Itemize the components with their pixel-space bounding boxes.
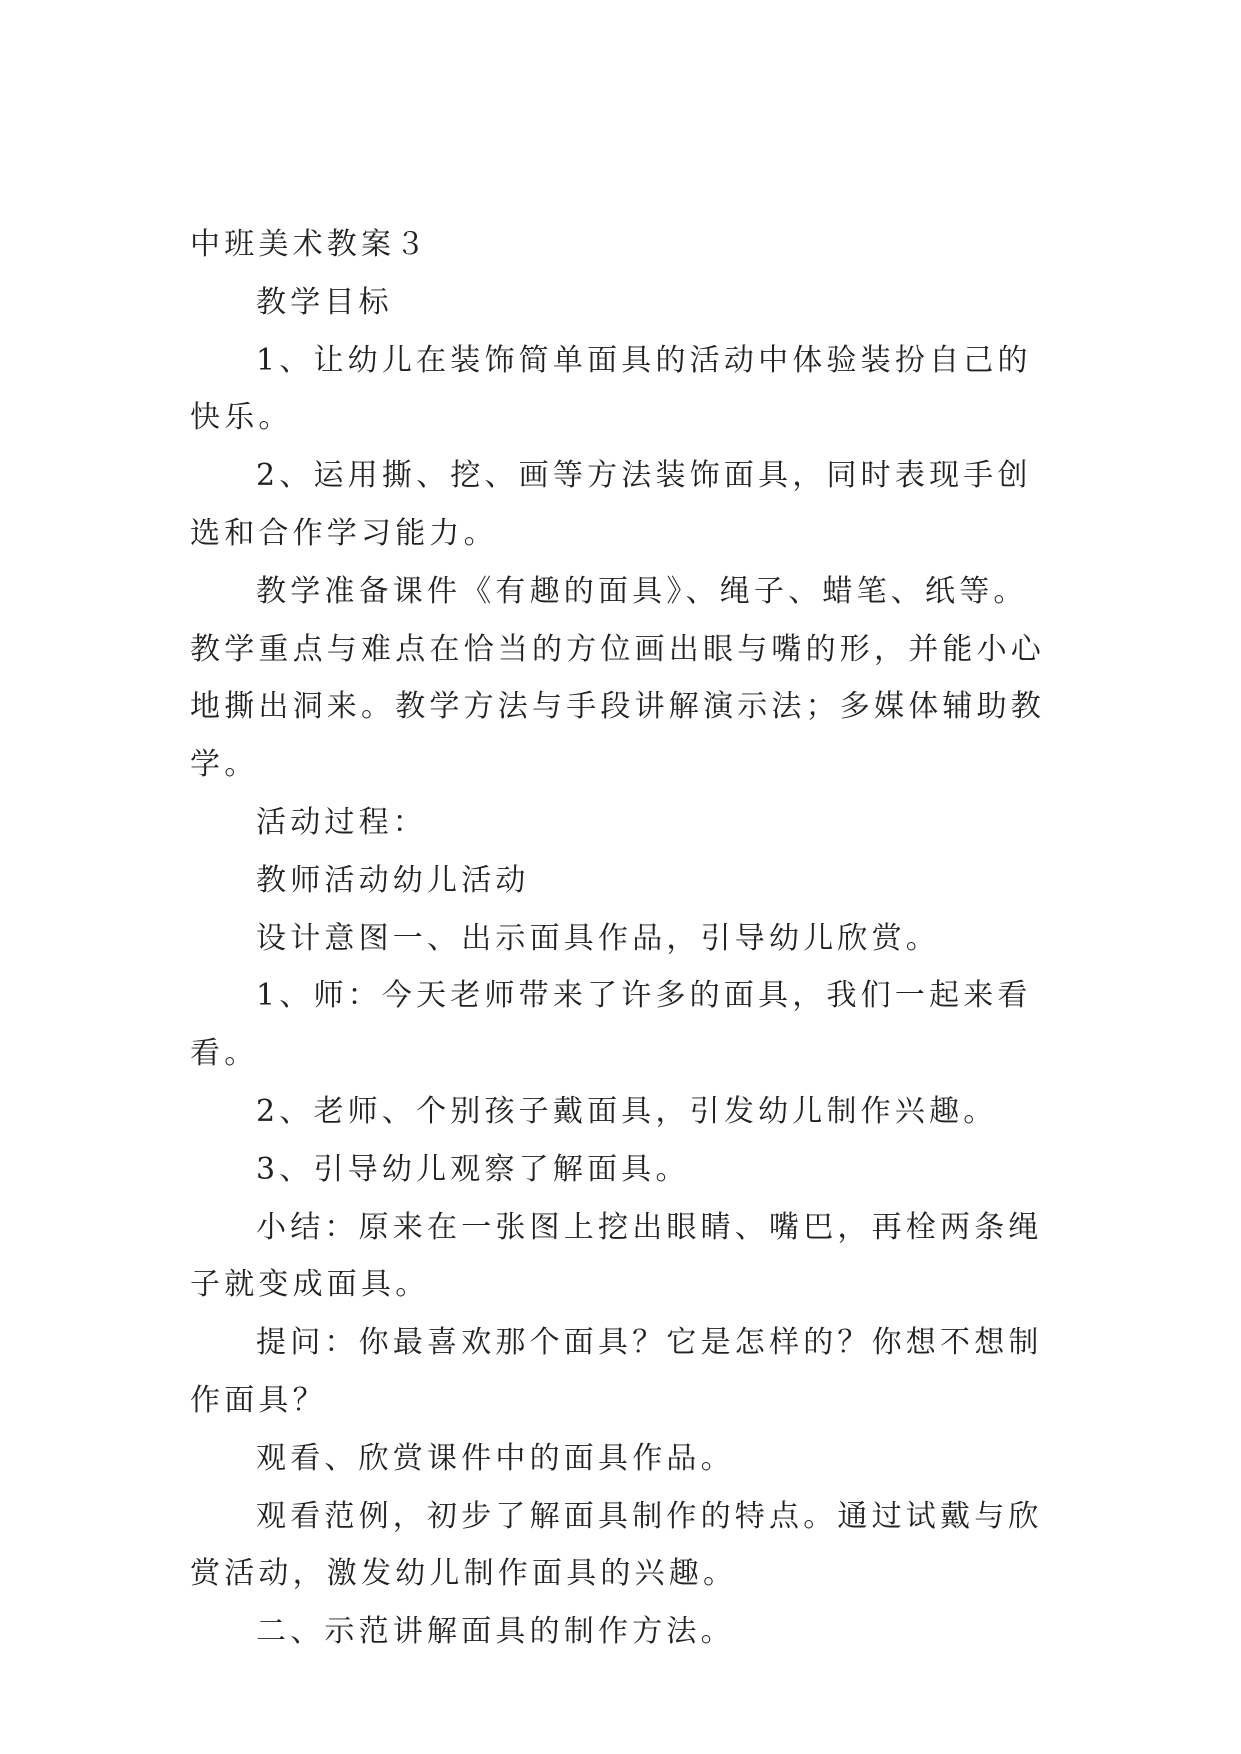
- paragraph-teaching-goals: 教学目标: [256, 284, 393, 320]
- paragraph-example: 观看范例，初步了解面具制作的特点。通过试戴与欣赏活动，激发幼儿制作面具的兴趣。: [190, 1498, 1043, 1592]
- paragraph-preparation: 教学准备课件《有趣的面具》、绳子、蜡笔、纸等。教学重点与难点在恰当的方位画出眼与嘴的形，并能小心地撕出洞来。教学方法与手段讲解演示法；多媒体辅助教学。: [190, 573, 1045, 783]
- paragraph-goal-2: 2、运用撕、挖、画等方法装饰面具，同时表现手创选和合作学习能力。: [190, 458, 1032, 551]
- paragraph-question: 提问：你最喜欢那个面具？它是怎样的？你想不想制作面具？: [190, 1325, 1043, 1418]
- paragraph-summary: 小结：原来在一张图上挖出眼睛、嘴巴，再栓两条绳子就变成面具。: [190, 1209, 1043, 1303]
- paragraph-goal-1: 1、让幼儿在装饰简单面具的活动中体验装扮自己的快乐。: [190, 342, 1032, 436]
- paragraph-step-one-3: 3、引导幼儿观察了解面具。: [256, 1151, 690, 1187]
- paragraph-activity-columns: 教师活动幼儿活动: [256, 862, 530, 898]
- paragraph-watch: 观看、欣赏课件中的面具作品。: [256, 1440, 735, 1476]
- paragraph-step-one-2: 2、老师、个别孩子戴面具，引发幼儿制作兴趣。: [256, 1093, 998, 1129]
- paragraph-step-two: 二、示范讲解面具的制作方法。: [256, 1614, 735, 1650]
- paragraph-step-one-1: 1、师：今天老师带来了许多的面具，我们一起来看看。: [190, 978, 1032, 1072]
- document-body: [190, 216, 1060, 1661]
- paragraph-step-one: 设计意图一、出示面具作品，引导幼儿欣赏。: [256, 920, 940, 956]
- document-title: 中班美术教案３: [190, 227, 430, 262]
- paragraph-activity-process: 活动过程：: [256, 804, 427, 840]
